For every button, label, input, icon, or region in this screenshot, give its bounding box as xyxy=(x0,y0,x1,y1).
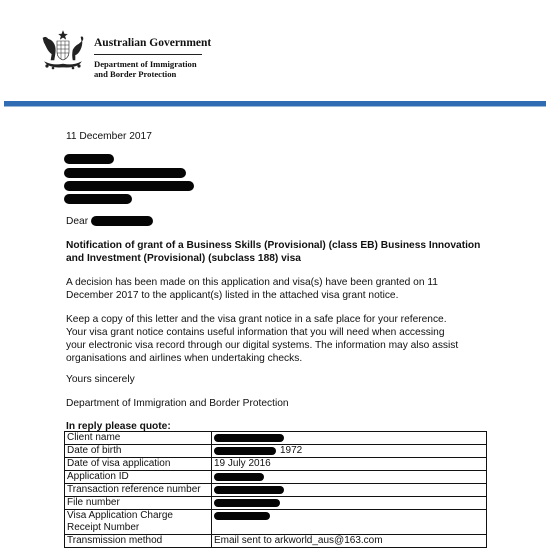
row-value-date-of-visa-application: 19 July 2016 xyxy=(212,458,487,471)
coat-of-arms-logo xyxy=(37,30,89,72)
redacted-birth-day-month xyxy=(214,447,276,455)
paragraph2-line2: Your visa grant notice contains useful information that you will need when accessing xyxy=(66,327,445,338)
row-value-application-id xyxy=(212,471,487,484)
paragraph1-line1: A decision has been made on this application and visa(s) have been granted on 11 xyxy=(66,277,438,288)
redacted-salutation-name xyxy=(91,216,153,226)
row-label-application-id: Application ID xyxy=(65,471,212,484)
subject-line2: and Investment (Provisional) (subclass 188) visa xyxy=(66,253,301,264)
redacted-transaction-reference xyxy=(214,486,284,494)
row-value-client-name xyxy=(212,432,487,445)
org-name: Australian Government xyxy=(94,37,212,49)
header-bar-shadow xyxy=(4,106,546,107)
paragraph2-line3: your electronic visa record through our digital systems. The information may also assist xyxy=(66,340,459,351)
department-masthead xyxy=(94,37,211,79)
quote-heading: In reply please quote: xyxy=(66,421,171,432)
reference-table xyxy=(64,431,487,548)
redacted-application-id xyxy=(214,473,264,481)
row-value-transmission-method: Email sent to arkworld_aus@163.com xyxy=(212,535,487,548)
row-label-transmission-method: Transmission method xyxy=(65,535,212,548)
row-label-date-of-birth: Date of birth xyxy=(65,445,212,458)
redacted-address-line3 xyxy=(64,194,132,204)
row-label-file-number: File number xyxy=(65,497,212,510)
row-value-transaction-reference xyxy=(212,484,487,497)
redacted-client-name xyxy=(214,434,284,442)
table-row xyxy=(65,497,487,510)
table-row xyxy=(65,484,487,497)
row-label-client-name: Client name xyxy=(65,432,212,445)
masthead-divider xyxy=(94,54,202,55)
row-value-date-of-birth xyxy=(212,445,487,458)
closing: Yours sincerely xyxy=(66,374,135,385)
row-label-visa-application-charge xyxy=(65,510,212,535)
redacted-recipient-name xyxy=(64,154,114,164)
department-name-line1: Department of Immigration xyxy=(94,59,197,69)
salutation: Dear xyxy=(66,216,89,227)
row-label-line2: Receipt Number xyxy=(67,522,140,533)
redacted-receipt-number xyxy=(214,512,270,520)
birth-year: 1972 xyxy=(280,445,303,456)
redacted-address-line1 xyxy=(64,168,186,178)
row-value-file-number xyxy=(212,497,487,510)
subject-line1: Notification of grant of a Business Skills (Provisional) (class EB) Business Innovation xyxy=(66,240,481,251)
paragraph2-line1: Keep a copy of this letter and the visa grant notice in a safe place for your reference. xyxy=(66,314,447,325)
table-row xyxy=(65,510,487,535)
row-label-transaction-reference: Transaction reference number xyxy=(65,484,212,497)
table-row xyxy=(65,445,487,458)
row-label-line1: Visa Application Charge xyxy=(67,510,173,521)
row-value-visa-application-charge xyxy=(212,510,487,535)
letter-date: 11 December 2017 xyxy=(66,131,152,142)
table-row xyxy=(65,458,487,471)
row-label-date-of-visa-application: Date of visa application xyxy=(65,458,212,471)
redacted-file-number xyxy=(214,499,280,507)
table-row xyxy=(65,471,487,484)
redacted-address-line2 xyxy=(64,181,194,191)
paragraph2-line4: organisations and airlines when undertaking checks. xyxy=(66,353,303,364)
signature: Department of Immigration and Border Protection xyxy=(66,398,289,409)
table-row xyxy=(65,535,487,548)
department-name-line2: and Border Protection xyxy=(94,69,177,79)
table-row xyxy=(65,432,487,445)
paragraph1-line2: December 2017 to the applicant(s) listed in the attached visa grant notice. xyxy=(66,290,399,301)
